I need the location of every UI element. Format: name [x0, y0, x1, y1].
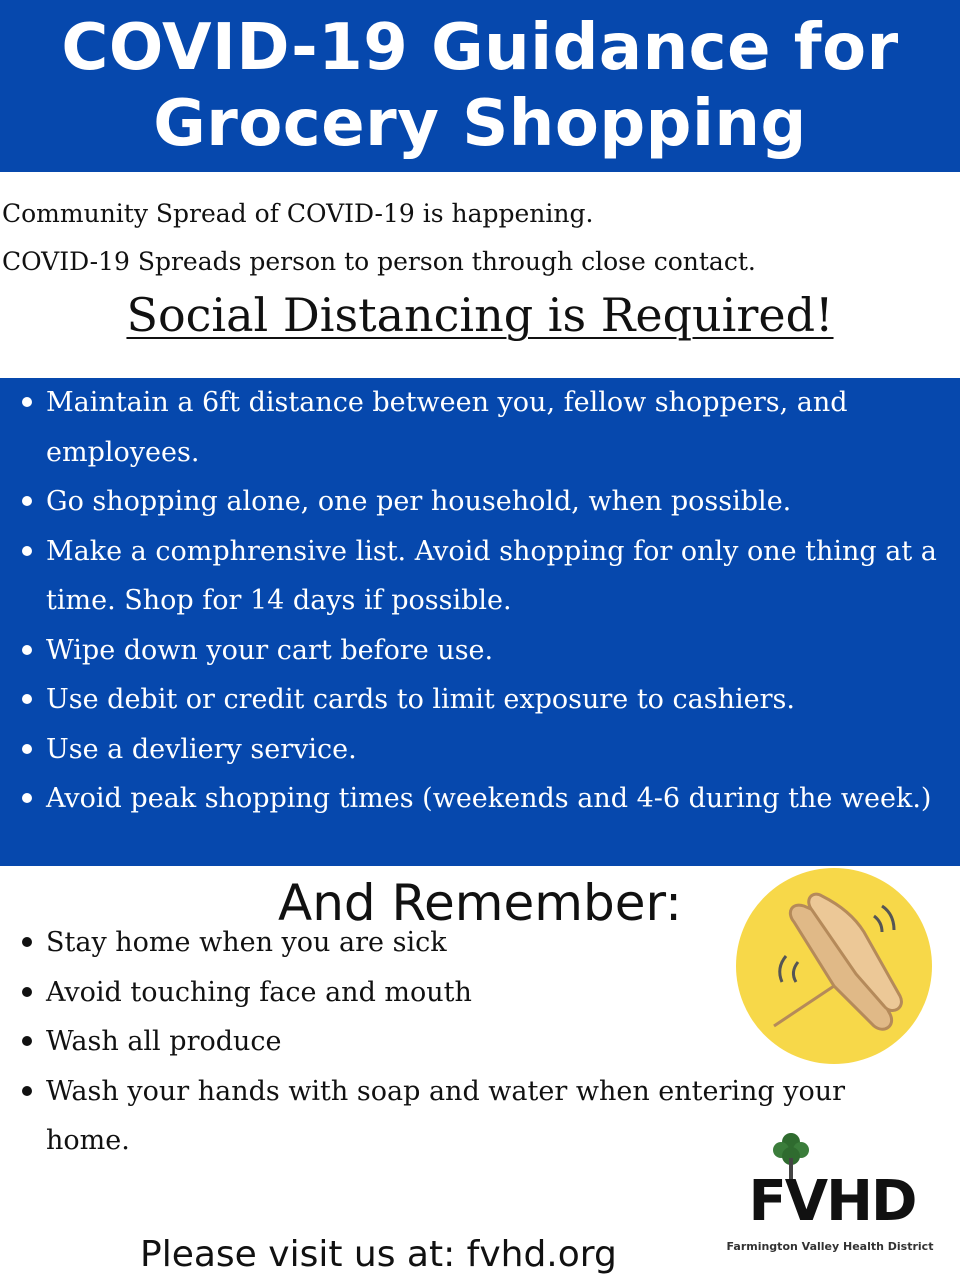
tips-list — [0, 378, 960, 824]
title-line-2: Grocery Shopping — [153, 87, 807, 161]
list-item: Use debit or credit cards to limit exposure to cashiers. — [0, 675, 960, 725]
intro-line-1: Community Spread of COVID-19 is happening. — [2, 199, 594, 228]
logo-subtitle: Farmington Valley Health District — [726, 1240, 934, 1253]
list-item: Avoid peak shopping times (weekends and 4-6 during the week.) — [0, 774, 960, 824]
intro-text — [2, 190, 756, 286]
list-item: Make a comphrensive list. Avoid shopping for only one thing at a time. Shop for 14 days if possible. — [0, 527, 960, 626]
footer-link-text: Please visit us at: fvhd.org — [140, 1234, 617, 1275]
list-item: Go shopping alone, one per household, when possible. — [0, 477, 960, 527]
list-item: Use a devliery service. — [0, 725, 960, 775]
list-item: Maintain a 6ft distance between you, fellow shoppers, and employees. — [0, 378, 960, 477]
title-line-1: COVID-19 Guidance for — [61, 11, 899, 85]
list-item: Wipe down your cart before use. — [0, 626, 960, 676]
section-heading: Social Distancing is Required! — [126, 288, 834, 342]
list-item: Stay home when you are sick — [0, 918, 960, 968]
list-item: Wash all produce — [0, 1017, 960, 1067]
fvhd-logo — [712, 1128, 948, 1262]
tips-panel — [0, 378, 960, 866]
list-item: Wash your hands with soap and water when entering your home. — [0, 1067, 960, 1166]
page-title — [61, 10, 898, 162]
list-item: Avoid touching face and mouth — [0, 968, 960, 1018]
title-banner — [0, 0, 960, 172]
logo-text: FVHD — [748, 1169, 916, 1234]
remember-heading: And Remember: — [278, 874, 682, 932]
intro-line-2: COVID-19 Spreads person to person through close contact. — [2, 247, 756, 276]
